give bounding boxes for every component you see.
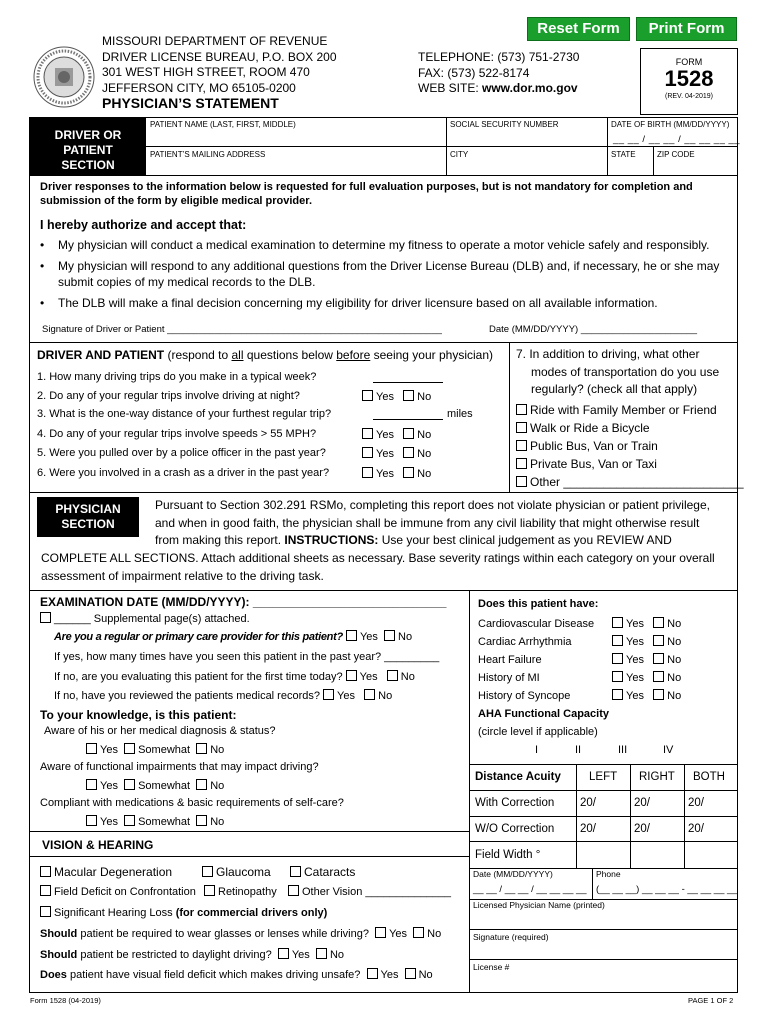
hearing-loss-checkbox[interactable]	[40, 906, 51, 917]
daylight-yes-checkbox[interactable]	[278, 948, 289, 959]
physician-date-label: Date (MM/DD/YYYY)	[473, 869, 553, 879]
exam-date-field[interactable]: EXAMINATION DATE (MM/DD/YYYY): _____________________________	[40, 595, 447, 609]
private-bus-checkbox[interactable]	[516, 458, 527, 469]
compliant-question: Compliant with medications & basic requirements of self-care?	[40, 797, 344, 809]
physician-date-field[interactable]: __ __ / __ __ / __ __ __ __	[473, 884, 587, 895]
retinopathy-checkbox[interactable]	[204, 885, 215, 896]
macular-checkbox[interactable]	[40, 866, 51, 877]
aware-diagnosis-question: Aware of his or her medical diagnosis & status?	[44, 725, 276, 737]
acuity-right-header: RIGHT	[639, 771, 675, 783]
wo-correction-left[interactable]: 20/	[580, 823, 596, 835]
supplemental-label: ______ Supplemental page(s) attached.	[54, 613, 250, 625]
aha-level-3[interactable]: III	[618, 744, 628, 756]
night-driving-no-checkbox[interactable]	[403, 390, 414, 401]
footer-form-id: Form 1528 (04-2019)	[30, 996, 101, 1005]
mailing-label: PATIENT’S MAILING ADDRESS	[150, 150, 266, 159]
reset-form-button[interactable]: Reset Form	[527, 17, 630, 41]
acuity-both-header: BOTH	[693, 771, 725, 783]
other-vision-checkbox[interactable]	[288, 885, 299, 896]
driver-signature-field[interactable]: Signature of Driver or Patient ____________________________________________________	[42, 324, 442, 335]
field-unsafe-yes-checkbox[interactable]	[367, 968, 378, 979]
times-seen-field[interactable]: If yes, how many times have you seen this patient in the past year? _________	[54, 651, 440, 663]
aha-level-1[interactable]: I	[535, 744, 539, 756]
question-6: 6. Were you involved in a crash as a driver in the past year?	[37, 467, 330, 479]
heart-failure-no-checkbox[interactable]	[653, 653, 664, 664]
conditions-list: Cardiovascular Disease Cardiac Arrhythmia Heart Failure History of MI History of Syncope	[478, 618, 595, 702]
with-correction-right[interactable]: 20/	[634, 797, 650, 809]
walk-bicycle-checkbox[interactable]	[516, 422, 527, 433]
reviewed-yes-checkbox[interactable]	[323, 689, 334, 700]
with-correction-left[interactable]: 20/	[580, 797, 596, 809]
driver-patient-heading: DRIVER AND PATIENT (respond to all questions below before seeing your physician)	[37, 348, 494, 362]
physician-section-label: PHYSICIAN SECTION	[37, 497, 139, 537]
field-deficit-checkbox[interactable]	[40, 885, 51, 896]
telephone: TELEPHONE: (573) 751-2730	[418, 50, 580, 64]
question-5: 5. Were you pulled over by a police officer in the past year?	[37, 447, 326, 459]
phone-label: Phone	[596, 869, 621, 879]
reviewed-no-checkbox[interactable]	[364, 689, 375, 700]
question-2: 2. Do any of your regular trips involve driving at night?	[37, 390, 300, 402]
family-friend-checkbox[interactable]	[516, 404, 527, 415]
speed-no-checkbox[interactable]	[403, 428, 414, 439]
missouri-seal-icon	[33, 46, 95, 108]
field-unsafe-no-checkbox[interactable]	[405, 968, 416, 979]
crash-no-checkbox[interactable]	[403, 467, 414, 478]
pulled-over-yes-checkbox[interactable]	[362, 447, 373, 458]
ssn-label: SOCIAL SECURITY NUMBER	[450, 120, 559, 129]
fax: FAX: (573) 522-8174	[418, 65, 530, 80]
footer-page-number: PAGE 1 OF 2	[688, 996, 734, 1005]
knowledge-heading: To your knowledge, is this patient:	[40, 708, 237, 722]
aha-level-4[interactable]: IV	[663, 744, 674, 756]
conditions-heading: Does this patient have:	[478, 598, 599, 610]
wo-correction-both[interactable]: 20/	[688, 823, 704, 835]
aware-func-somewhat-checkbox[interactable]	[124, 779, 135, 790]
phone-field[interactable]: (__ __ __) __ __ __ - __ __ __ __	[596, 884, 738, 895]
regular-provider-no-checkbox[interactable]	[384, 630, 395, 641]
public-bus-checkbox[interactable]	[516, 440, 527, 451]
glaucoma-checkbox[interactable]	[202, 866, 213, 877]
compliant-yes-checkbox[interactable]	[86, 815, 97, 826]
aware-diag-no-checkbox[interactable]	[196, 743, 207, 754]
website: WEB SITE: www.dor.mo.gov	[418, 81, 578, 95]
mi-yes-checkbox[interactable]	[612, 671, 623, 682]
speed-yes-checkbox[interactable]	[362, 428, 373, 439]
aware-diag-somewhat-checkbox[interactable]	[124, 743, 135, 754]
question-3: 3. What is the one-way distance of your furthest regular trip?	[37, 408, 332, 420]
glasses-no-checkbox[interactable]	[413, 927, 424, 938]
page-title: PHYSICIAN’S STATEMENT	[102, 95, 279, 111]
syncope-yes-checkbox[interactable]	[612, 689, 623, 700]
first-time-question: If no, are you evaluating this patient for the first time today?	[54, 671, 343, 683]
notice-text: Driver responses to the information below is requested for full evaluation purposes, but is not mandatory for completion and submission of the form by eligible medical provider.	[40, 181, 693, 207]
with-correction-both[interactable]: 20/	[688, 797, 704, 809]
aha-instructions: (circle level if applicable)	[478, 726, 598, 738]
city-label: CITY	[450, 150, 469, 159]
conditions-checkboxes: Yes No Yes No Yes No Yes No Yes No	[612, 615, 681, 705]
street-address: 301 WEST HIGH STREET, ROOM 470	[102, 65, 310, 79]
cardiovascular-yes-checkbox[interactable]	[612, 617, 623, 628]
distance-field[interactable]	[373, 408, 443, 420]
compliant-somewhat-checkbox[interactable]	[124, 815, 135, 826]
print-form-button[interactable]: Print Form	[636, 17, 737, 41]
other-transport-checkbox[interactable]	[516, 476, 527, 487]
miles-label: miles	[447, 408, 473, 420]
aware-diag-yes-checkbox[interactable]	[86, 743, 97, 754]
form-number-box: FORM 1528 (REV. 04-2019)	[640, 48, 738, 115]
authorize-heading: I hereby authorize and accept that:	[40, 218, 247, 232]
cardiovascular-no-checkbox[interactable]	[653, 617, 664, 628]
arrhythmia-no-checkbox[interactable]	[653, 635, 664, 646]
first-time-yes-checkbox[interactable]	[346, 670, 357, 681]
vision-hearing-heading: VISION & HEARING	[42, 838, 154, 852]
aware-func-no-checkbox[interactable]	[196, 779, 207, 790]
aware-functional-question: Aware of functional impairments that may impact driving?	[40, 761, 319, 773]
physician-intro: Pursuant to Section 302.291 RSMo, completing this report does not violate physician or patient privilege, and when in good faith, the physician shall be immune from any civil liability that might otherwise result from making this report. INSTRUCTIONS: Use your best clinical judgement as you REVIEW AND	[155, 498, 710, 547]
acuity-left-header: LEFT	[589, 771, 618, 783]
license-number-label: License #	[473, 962, 510, 972]
zip-label: ZIP CODE	[657, 150, 695, 159]
mi-no-checkbox[interactable]	[653, 671, 664, 682]
reviewed-records-question: If no, have you reviewed the patients medical records?	[54, 690, 320, 702]
crash-yes-checkbox[interactable]	[362, 467, 373, 478]
dept-name: MISSOURI DEPARTMENT OF REVENUE	[102, 34, 328, 48]
aha-heading: AHA Functional Capacity	[478, 708, 609, 720]
compliant-no-checkbox[interactable]	[196, 815, 207, 826]
driver-section-label: DRIVER OR PATIENT SECTION	[30, 118, 146, 175]
night-driving-yes-checkbox[interactable]	[362, 390, 373, 401]
first-time-no-checkbox[interactable]	[387, 670, 398, 681]
syncope-no-checkbox[interactable]	[653, 689, 664, 700]
supplemental-checkbox[interactable]	[40, 612, 51, 623]
question-4: 4. Do any of your regular trips involve speeds > 55 MPH?	[37, 428, 317, 440]
cataracts-checkbox[interactable]	[290, 866, 301, 877]
physician-name-label: Licensed Physician Name (printed)	[473, 900, 605, 910]
arrhythmia-yes-checkbox[interactable]	[612, 635, 623, 646]
glasses-yes-checkbox[interactable]	[375, 927, 386, 938]
pulled-over-no-checkbox[interactable]	[403, 447, 414, 458]
field-width-label: Field Width °	[475, 849, 541, 861]
state-label: STATE	[611, 150, 636, 159]
authorize-list: • My physician will conduct a medical examination to determine my fitness to operate a motor vehicle safely and responsibly. • My physician will respond to any additional questions from the Driver License Bureau (DLB) and, if necessary, he or she may submit copies of my medical records to the DLB. • The DLB will make a final decision concerning my eligibility for driver licensure based on all available information.	[40, 238, 720, 310]
patient-name-label: PATIENT NAME (LAST, FIRST, MIDDLE)	[150, 120, 296, 129]
trips-per-week-field[interactable]	[373, 371, 443, 383]
regular-provider-question: Are you a regular or primary care provider for this patient?	[54, 631, 343, 643]
physician-instructions: COMPLETE ALL SECTIONS. Attach additional sheets as necessary. Base severity ratings within each category on your overall assessment of impairment relative to the driving task.	[41, 551, 715, 583]
question-1: 1. How many driving trips do you make in a typical week?	[37, 371, 317, 383]
driver-date-field[interactable]: Date (MM/DD/YYYY) ______________________	[489, 324, 698, 335]
dob-label: DATE OF BIRTH (MM/DD/YYYY)	[611, 120, 730, 129]
dob-field[interactable]: __ __ / __ __ / __ __ __ __	[613, 134, 741, 145]
with-correction-label: With Correction	[475, 797, 555, 809]
question-7: 7. In addition to driving, what other modes of transportation do you use regularly? (check all that apply)	[516, 347, 720, 396]
heart-failure-yes-checkbox[interactable]	[612, 653, 623, 664]
acuity-header: Distance Acuity	[475, 771, 561, 783]
wo-correction-right[interactable]: 20/	[634, 823, 650, 835]
physician-signature-label: Signature (required)	[473, 932, 549, 942]
aha-level-2[interactable]: II	[575, 744, 582, 756]
bureau-address: DRIVER LICENSE BUREAU, P.O. BOX 200	[102, 49, 337, 64]
city-address: JEFFERSON CITY, MO 65105-0200	[102, 80, 296, 95]
regular-provider-yes-checkbox[interactable]	[346, 630, 357, 641]
transport-options: Ride with Family Member or Friend Walk or Ride a Bicycle Public Bus, Van or Train Private Bus, Van or Taxi Other ___________________________	[516, 401, 744, 491]
wo-correction-label: W/O Correction	[475, 823, 555, 835]
aware-func-yes-checkbox[interactable]	[86, 779, 97, 790]
daylight-no-checkbox[interactable]	[316, 948, 327, 959]
